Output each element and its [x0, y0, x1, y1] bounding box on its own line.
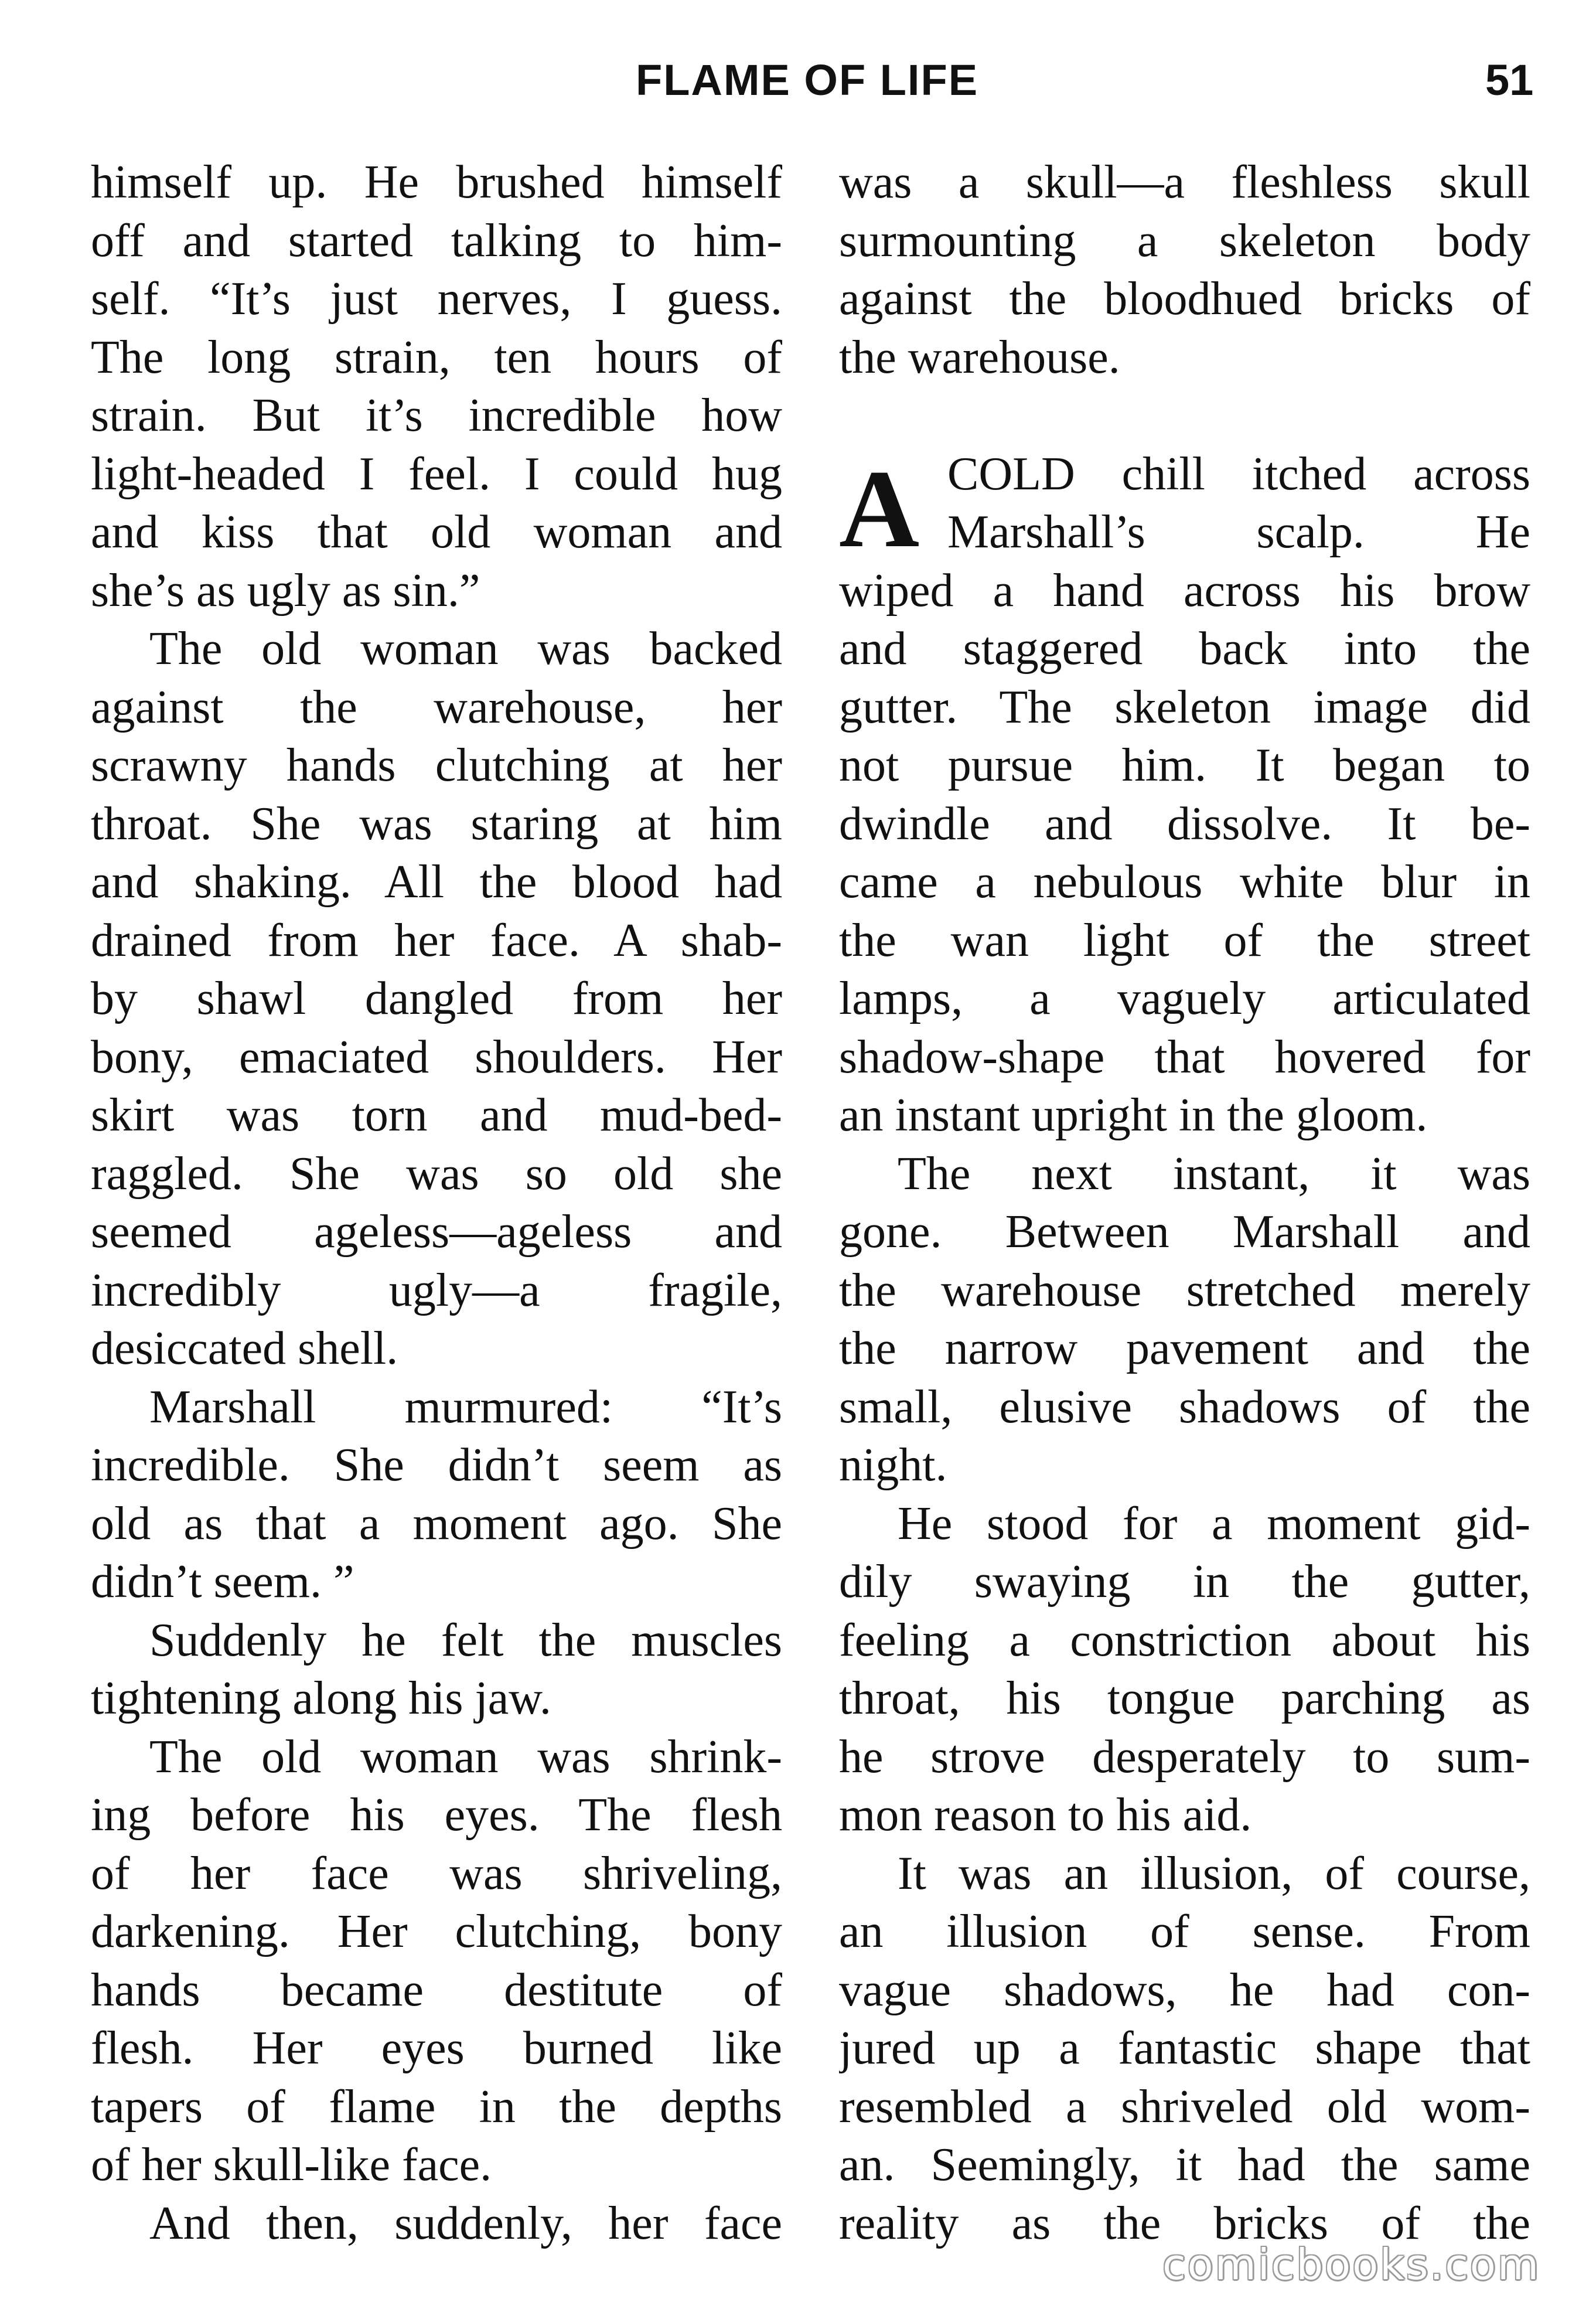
- text-line: ing before his eyes. The flesh: [91, 1789, 782, 1841]
- watermark: comicbooks.com: [1162, 2240, 1540, 2289]
- text-line: night.: [839, 1439, 947, 1491]
- text-line: incredibly ugly—a fragile,: [91, 1264, 782, 1316]
- text-line: and shaking. All the blood had: [91, 856, 782, 908]
- text-line: of her face was shriveling,: [91, 1847, 782, 1899]
- text-line: gutter. The skeleton image did: [839, 681, 1530, 733]
- text-line: not pursue him. It began to: [839, 740, 1530, 791]
- text-line: mon reason to his aid.: [839, 1789, 1252, 1841]
- drop-cap-paragraph: [839, 445, 1530, 571]
- text-line: self. “It’s just nerves, I guess.: [91, 273, 782, 325]
- text-line: hands became destitute of: [91, 1964, 782, 2016]
- text-line: drained from her face. A shab-: [91, 914, 782, 966]
- text-line: seemed ageless—ageless and: [91, 1206, 782, 1258]
- text-line: desiccated shell.: [91, 1323, 398, 1374]
- text-line: surmounting a skeleton body: [839, 214, 1530, 267]
- text-line: jured up a fantastic shape that: [839, 2022, 1530, 2074]
- text-line: flesh. Her eyes burned like: [91, 2022, 782, 2074]
- drop-cap: A: [839, 447, 920, 571]
- text-line: COLD chill itched across: [947, 448, 1530, 500]
- text-line: off and started talking to him-: [91, 214, 782, 267]
- text-line: reality as the bricks of the: [839, 2197, 1530, 2249]
- text-line: bony, emaciated shoulders. Her: [91, 1031, 782, 1083]
- text-line: didn’t seem. ”: [91, 1556, 354, 1608]
- text-line: an illusion of sense. From: [839, 1906, 1530, 1957]
- text-line: The next instant, it was: [898, 1147, 1530, 1200]
- text-line: And then, suddenly, her face: [149, 2197, 782, 2249]
- text-line: she’s as ugly as sin.”: [91, 564, 480, 617]
- text-line: scrawny hands clutching at her: [91, 740, 782, 791]
- text-line: He stood for a moment gid-: [898, 1497, 1530, 1550]
- text-line: himself up. He brushed himself: [91, 156, 782, 208]
- text-line: The old woman was shrink-: [149, 1731, 782, 1783]
- text-line: throat. She was staring at him: [91, 798, 782, 850]
- text-line: by shawl dangled from her: [91, 973, 782, 1024]
- text-line: lamps, a vaguely articulated: [839, 973, 1530, 1024]
- text-line: the wan light of the street: [839, 914, 1530, 966]
- text-line: and staggered back into the: [839, 623, 1530, 675]
- left-column: [91, 154, 782, 2253]
- text-line: Marshall murmured: “It’s: [149, 1381, 782, 1433]
- page-header: [0, 56, 1596, 135]
- text-line: an instant upright in the gloom.: [839, 1089, 1428, 1141]
- text-line: against the bloodhued bricks of: [839, 273, 1530, 325]
- section-break: [839, 387, 1530, 445]
- text-line: resembled a shriveled old wom-: [839, 2080, 1530, 2133]
- text-line: The long strain, ten hours of: [91, 331, 782, 383]
- text-line: the warehouse stretched merely: [839, 1264, 1530, 1316]
- text-line: against the warehouse, her: [91, 681, 782, 733]
- text-line: was a skull—a fleshless skull: [839, 156, 1530, 208]
- right-column: [839, 154, 1530, 2253]
- text-line: light-headed I feel. I could hug: [91, 448, 782, 500]
- text-line: the warehouse.: [839, 331, 1120, 383]
- running-head: FLAME OF LIFE: [636, 56, 979, 104]
- text-line: The old woman was backed: [149, 623, 782, 675]
- text-line: and kiss that old woman and: [91, 506, 782, 558]
- text-line: strain. But it’s incredible how: [91, 390, 782, 441]
- text-line: dily swaying in the gutter,: [839, 1556, 1530, 1608]
- text-line: the narrow pavement and the: [839, 1323, 1530, 1374]
- text-line: It was an illusion, of course,: [898, 1847, 1530, 1899]
- text-line: feeling a constriction about his: [839, 1614, 1530, 1666]
- text-line: an. Seemingly, it had the same: [839, 2139, 1530, 2191]
- text-line: of her skull-like face.: [91, 2139, 492, 2191]
- text-line: tightening along his jaw.: [91, 1673, 551, 1724]
- page-number: 51: [1485, 56, 1534, 104]
- text-line: incredible. She didn’t seem as: [91, 1439, 782, 1491]
- text-line: he strove desperately to sum-: [839, 1731, 1530, 1783]
- text-line: came a nebulous white blur in: [839, 856, 1530, 908]
- text-line: skirt was torn and mud-bed-: [91, 1089, 782, 1141]
- text-line: old as that a moment ago. She: [91, 1497, 782, 1550]
- text-line: tapers of flame in the depths: [91, 2080, 782, 2133]
- text-line: raggled. She was so old she: [91, 1147, 782, 1200]
- text-line: wiped a hand across his brow: [839, 564, 1530, 617]
- text-line: dwindle and dissolve. It be-: [839, 798, 1530, 850]
- text-line: Suddenly he felt the muscles: [149, 1614, 782, 1666]
- text-line: Marshall’s scalp. He: [947, 506, 1530, 558]
- text-line: gone. Between Marshall and: [839, 1206, 1530, 1258]
- text-line: vague shadows, he had con-: [839, 1964, 1530, 2016]
- text-line: small, elusive shadows of the: [839, 1381, 1530, 1433]
- text-line: shadow-shape that hovered for: [839, 1031, 1530, 1083]
- text-line: darkening. Her clutching, bony: [91, 1906, 782, 1957]
- text-line: throat, his tongue parching as: [839, 1673, 1530, 1724]
